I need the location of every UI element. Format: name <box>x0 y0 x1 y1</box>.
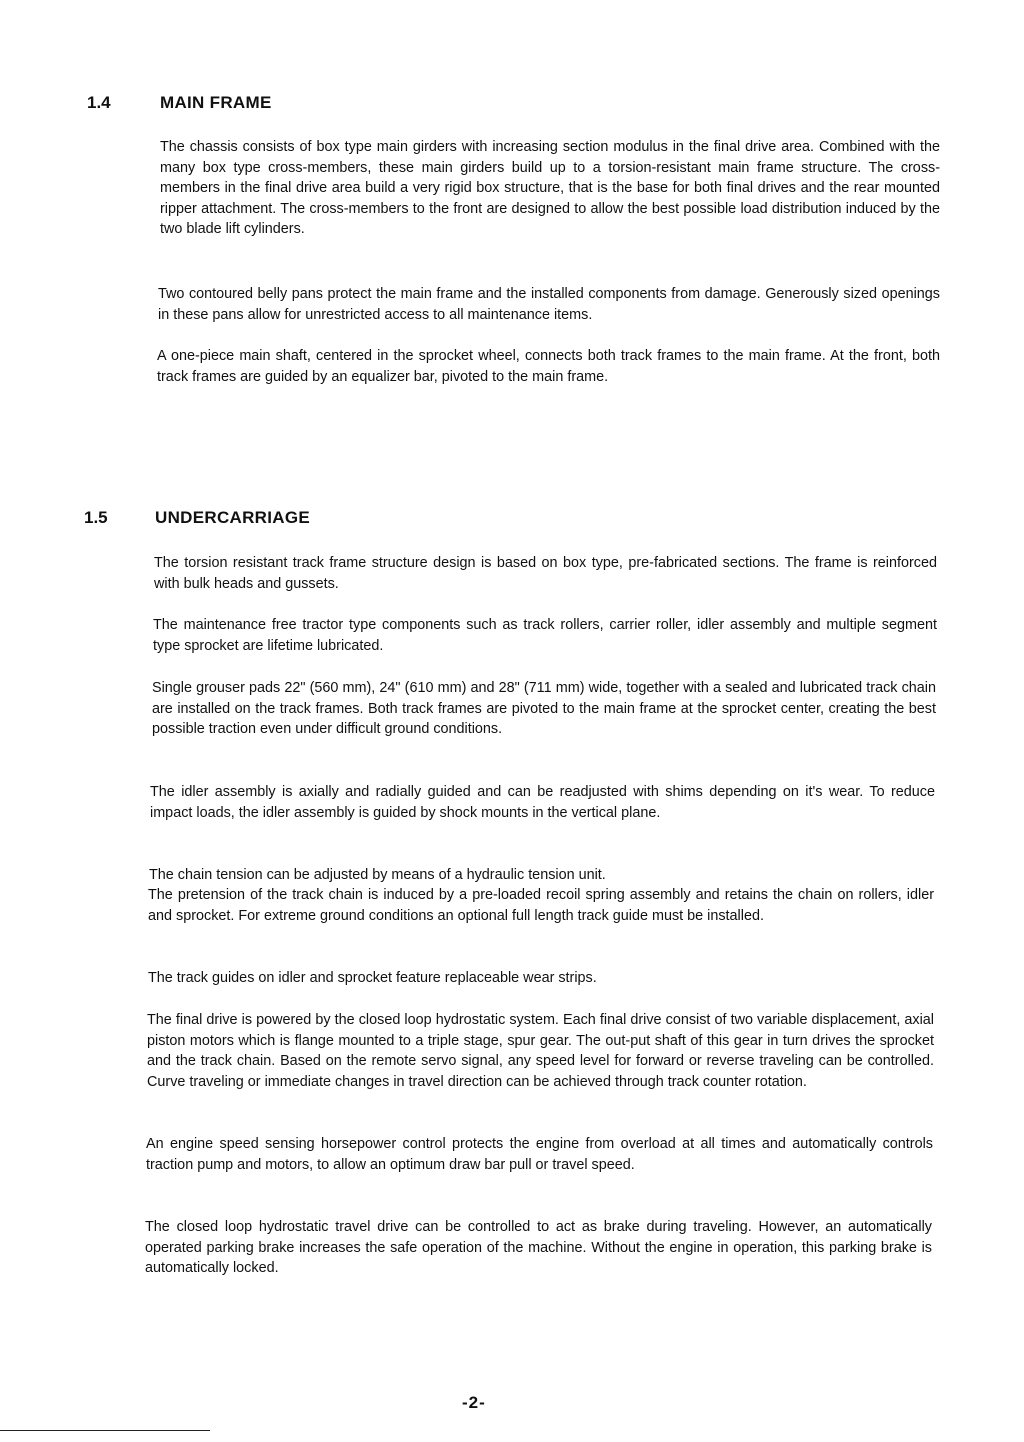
paragraph: The torsion resistant track frame structure design is based on box type, pre-fabricated sections. The frame is reinforced with bulk heads and gussets. <box>154 555 937 592</box>
section-number: 1.4 <box>87 93 111 112</box>
paragraph: The maintenance free tractor type components such as track rollers, carrier roller, idler assembly and multiple segment type sprocket are lifetime lubricated. <box>153 617 937 654</box>
section-title: UNDERCARRIAGE <box>155 508 311 527</box>
footer-rule <box>0 1430 210 1431</box>
paragraph: The final drive is powered by the closed loop hydrostatic system. Each final drive consist of two variable displacement, axial piston motors which is flange mounted to a triple stage, spur gear. The out-put shaft of this gear in turn drives the sprocket and the track chain. Based on the remote servo signal, any speed level for forward or reverse traveling can be controlled. Curve traveling or immediate changes in travel direction can be achieved through track counter rotation. <box>147 1012 934 1090</box>
section-title: MAIN FRAME <box>160 93 272 112</box>
page-number: -2- <box>462 1393 486 1412</box>
paragraph: The chain tension can be adjusted by means of a hydraulic tension unit. <box>149 867 606 883</box>
paragraph: The track guides on idler and sprocket feature replaceable wear strips. <box>148 970 597 986</box>
paragraph: The pretension of the track chain is induced by a pre-loaded recoil spring assembly and retains the chain on rollers, idler and sprocket. For extreme ground conditions an optional full length track guide must be installed. <box>148 887 934 924</box>
paragraph: The idler assembly is axially and radially guided and can be readjusted with shims depending on it's wear. To reduce impact loads, the idler assembly is guided by shock mounts in the vertical plane. <box>150 784 935 821</box>
paragraph: An engine speed sensing horsepower control protects the engine from overload at all times and automatically controls traction pump and motors, to allow an optimum draw bar pull or travel speed. <box>146 1136 933 1173</box>
section-number: 1.5 <box>84 508 108 527</box>
paragraph: Two contoured belly pans protect the main frame and the installed components from damage. Generously sized openings in these pans allow for unrestricted access to all maintenance items. <box>158 286 940 323</box>
paragraph: A one-piece main shaft, centered in the sprocket wheel, connects both track frames to the main frame. At the front, both track frames are guided by an equalizer bar, pivoted to the main frame. <box>157 348 940 385</box>
paragraph: The chassis consists of box type main girders with increasing section modulus in the final drive area. Combined with the many box type cross-members, these main girders build up to a torsion-resistant main frame structure. The cross-members in the final drive area build a very rigid box structure, that is the base for both final drives and the rear mounted ripper attachment. The cross-members to the front are designed to allow the best possible load distribution induced by the two blade lift cylinders. <box>160 139 940 238</box>
paragraph: Single grouser pads 22" (560 mm), 24" (610 mm) and 28" (711 mm) wide, together with a sealed and lubricated track chain are installed on the track frames. Both track frames are pivoted to the main frame at the sprocket center, creating the best possible traction even under difficult ground conditions. <box>152 680 936 738</box>
paragraph: The closed loop hydrostatic travel drive can be controlled to act as brake during traveling. However, an automatically operated parking brake increases the safe operation of the machine. Without the engine in operation, this parking brake is automatically locked. <box>145 1219 932 1277</box>
